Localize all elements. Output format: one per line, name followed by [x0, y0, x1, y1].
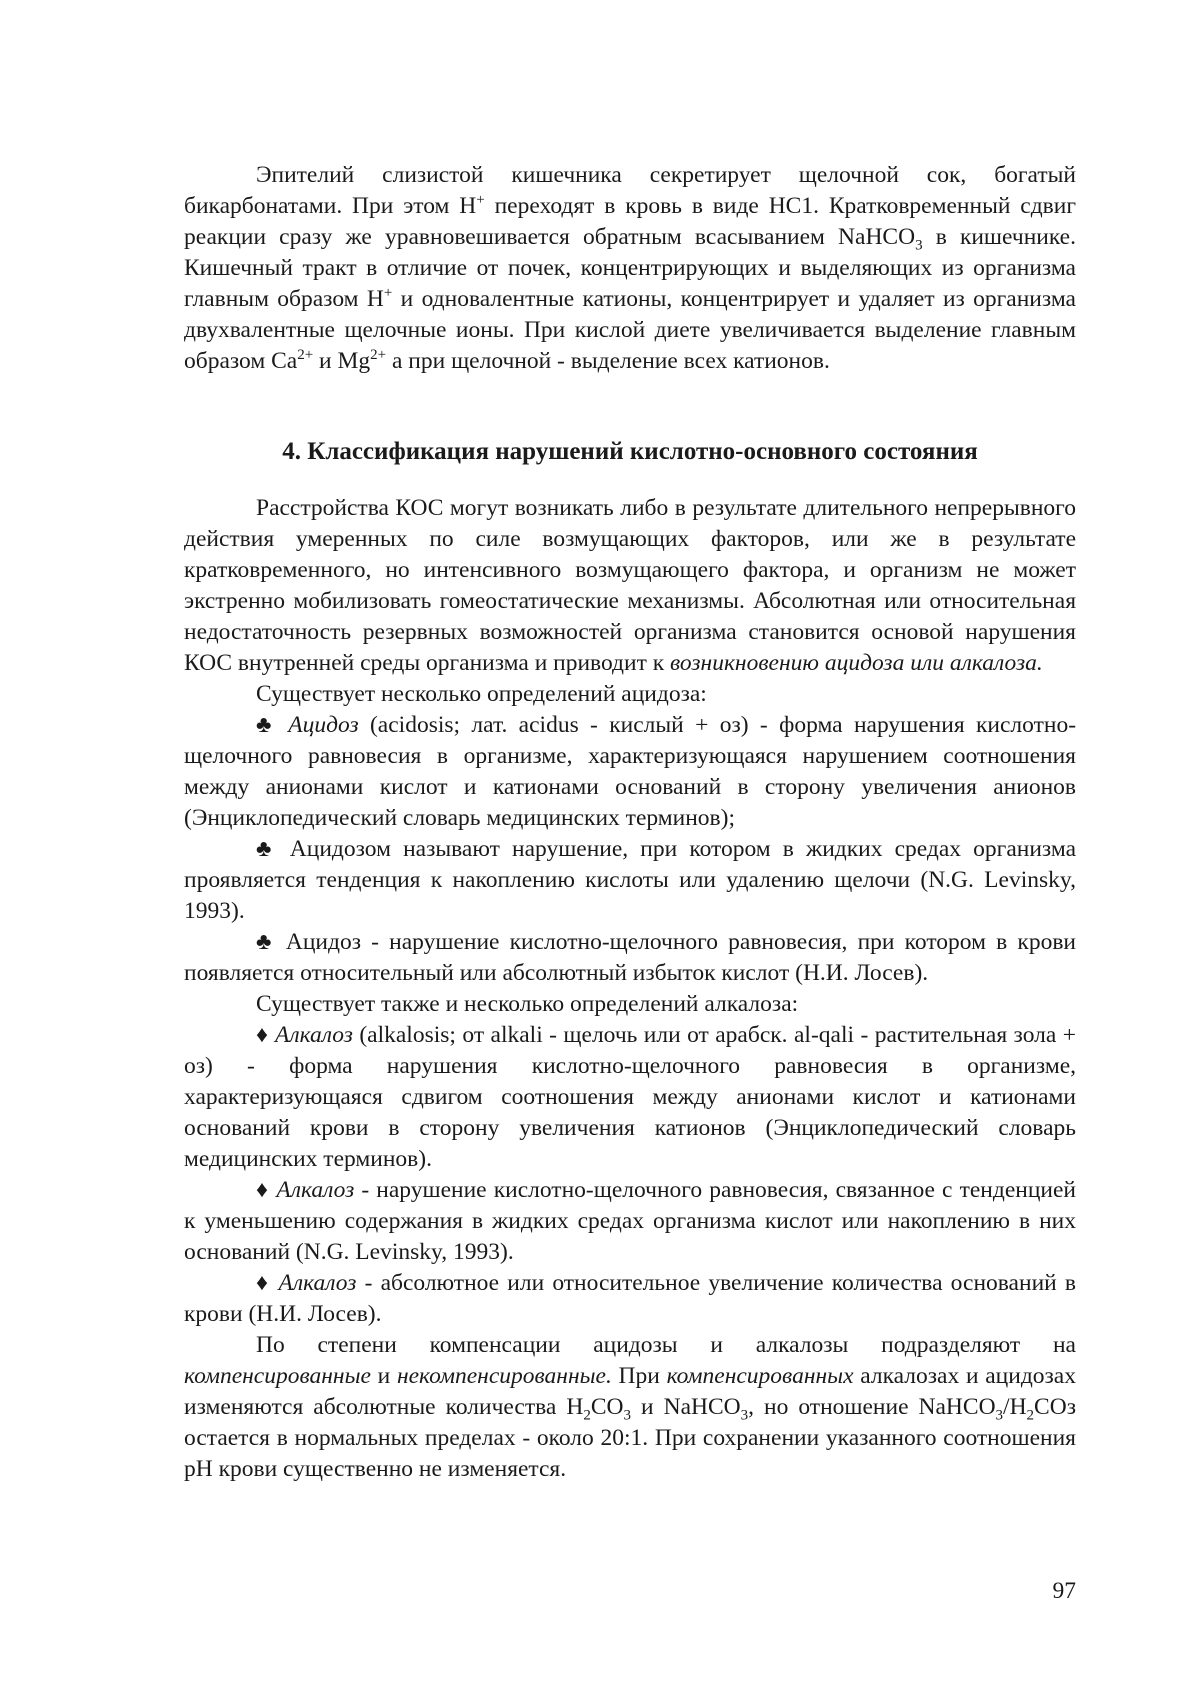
section-heading: 4. Классификация нарушений кислотно-основного состояния [282, 438, 978, 465]
paragraph-disorders [184, 493, 1076, 679]
italic-run: Ацидоз [288, 712, 359, 738]
text-run: При [611, 1363, 667, 1389]
text-run: и одновалентные катионы, концентрирует и удаляет из организма двухвалентные щелочные ионы. При кислой диете увеличивается выделение главным образом Ca [184, 286, 1076, 374]
text-run: По степени компенсации ацидозы и алкалозы подразделяют на [256, 1332, 1076, 1358]
text-run: в кишечнике. Кишечный тракт в отличие от почек, концентрирующих и выделяющих из организма главным образом H [184, 224, 1076, 312]
list-item-alkalosis-2 [184, 1175, 1076, 1268]
diamond-bullet-icon: ♦ [256, 1270, 279, 1296]
superscript: + [476, 192, 485, 209]
subscript: 2 [1026, 1407, 1035, 1424]
italic-run: Алкалоз [275, 1022, 353, 1048]
superscript: + [383, 285, 393, 302]
text-run: (alkalosis; от alkali - щелочь или от арабск. al-qali - растительная зола + оз) - форма нарушения кислотно-щелочного равновесия в организме, характеризующаяся сдвигом соотношения между анионами кислот и катионами оснований крови в сторону увеличения катионов (Энциклопедический словарь медицинских терминов). [184, 1022, 1076, 1172]
subscript: 3 [915, 237, 923, 254]
text-run: переходят в кровь в виде HC1. Кратковременный сдвиг реакции сразу же уравновешивается обратным всасыванием NaHCO [184, 193, 1076, 250]
page-number: 97 [1052, 1578, 1076, 1604]
italic-run: возникновению ацидоза или алкалоза. [670, 650, 1043, 676]
italic-run: Алкалоз [278, 1270, 357, 1296]
list-item-acidosis-2: ♣ Ацидозом называют нарушение, при котором в жидких средах организма проявляется тенденция к накоплению кислоты или удалению щелочи (N.G. Levinsky, 1993). [184, 836, 1076, 924]
superscript: 2+ [370, 347, 387, 364]
superscript: 2+ [297, 347, 314, 364]
paragraph-intestine [184, 160, 1076, 377]
text-run: Расстройства КОС могут возникать либо в результате длительного непрерывного действия умеренных по силе возмущающих факторов, или же в результате кратковременного, но интенсивного возмущающего фактора, и организм не может экстренно мобилизовать гомеостатические механизмы. Абсолютная или относительная недостаточность резервных возможностей организма становится основой нарушения КОС внутренней среды организма и приводит к [184, 495, 1076, 676]
text-run: а при щелочной - выделение всех катионов. [386, 348, 830, 374]
diamond-bullet-icon: ♦ [256, 1022, 275, 1048]
body-text-main [184, 493, 1076, 1485]
paragraph-acidosis-intro: Существует несколько определений ацидоза: [256, 681, 707, 707]
subscript: 2 [583, 1407, 591, 1424]
italic-run: компенсированные [184, 1363, 371, 1389]
text-run: алкалозах и ацидозах изменяются абсолютные количества H [184, 1363, 1076, 1420]
list-item-alkalosis-1 [184, 1020, 1076, 1175]
subscript: 3 [623, 1407, 631, 1424]
list-item-acidosis-1 [184, 710, 1076, 834]
list-item-acidosis-3: ♣ Ацидоз - нарушение кислотно-щелочного равновесия, при котором в крови появляется относительный или абсолютный избыток кислот (Н.И. Лосев). [184, 929, 1076, 986]
text-run: (acidosis; лат. acidus - кислый + оз) - форма нарушения кислотно-щелочного равновесия в организме, характеризующаяся нарушением соотношения между анионами кислот и катионами оснований в сторону увеличения анионов (Энциклопедический словарь медицинских терминов); [184, 712, 1077, 831]
text-run: - нарушение кислотно-щелочного равновесия, связанное с тенденцией к уменьшению содержания в жидких средах организма кислот или накоплению в них оснований (N.G. Levinsky, 1993). [184, 1177, 1076, 1265]
text-run: и [370, 1363, 397, 1389]
body-text-top [184, 160, 1076, 377]
italic-run: Алкалоз [276, 1177, 355, 1203]
text-run: и Mg [313, 348, 371, 374]
paragraph-alkalosis-intro: Существует также и несколько определений алкалоза: [256, 991, 799, 1017]
list-item-alkalosis-3 [184, 1268, 1076, 1330]
text-run: и NaHCO [630, 1394, 741, 1420]
text-run: CO [590, 1394, 624, 1420]
text-run: - абсолютное или относительное увеличение количества оснований в крови (Н.И. Лосев). [184, 1270, 1076, 1327]
club-bullet-icon: ♣ [256, 712, 289, 738]
paragraph-compensation [184, 1330, 1076, 1485]
diamond-bullet-icon: ♦ [256, 1177, 277, 1203]
text-run: COз остается в нормальных пределах - около 20:1. При сохранении указанного соотношения pH крови существенно не изменяется. [184, 1394, 1076, 1482]
text-run: /H [1003, 1394, 1027, 1420]
italic-run: компенсированных [666, 1363, 854, 1389]
subscript: 3 [995, 1407, 1004, 1424]
text-run: Эпителий слизистой кишечника секретирует щелочной сок, богатый бикарбонатами. При этом H [184, 162, 1076, 219]
subscript: 3 [740, 1407, 749, 1424]
text-run: , но отношение NaHCO [748, 1394, 996, 1420]
italic-run: некомпенсированные. [396, 1363, 612, 1389]
